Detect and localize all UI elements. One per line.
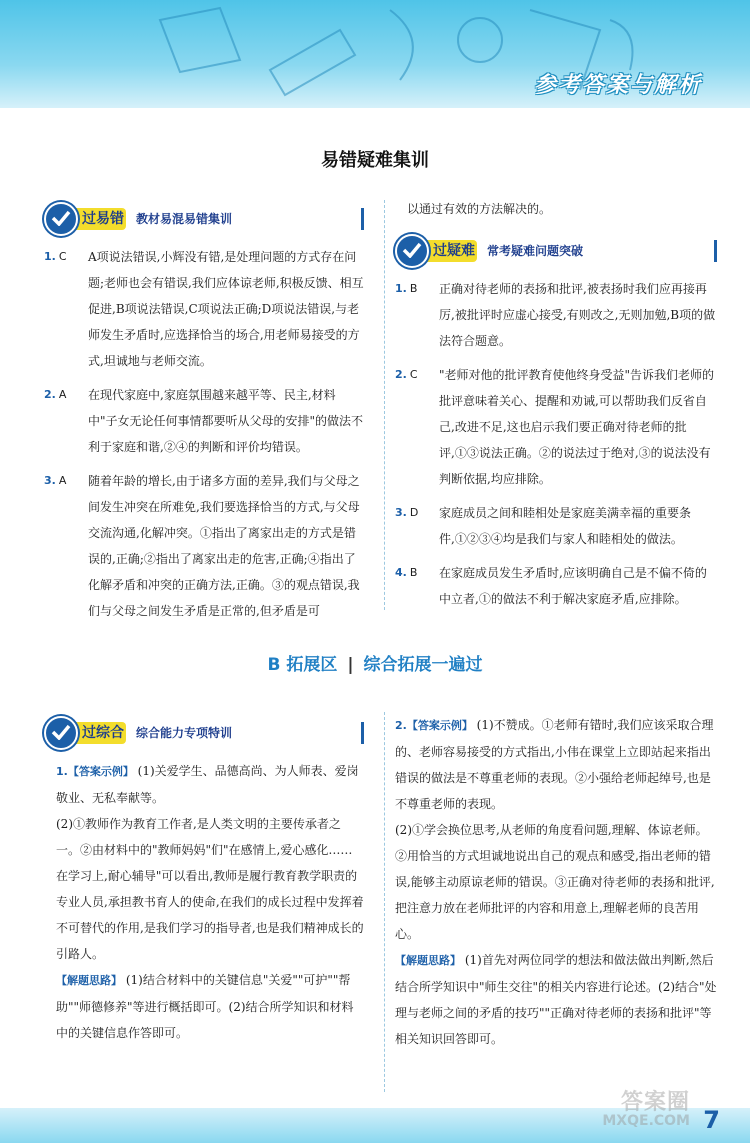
right-top-column <box>395 196 717 620</box>
banner-desc: 教材易混易错集训 <box>136 212 233 226</box>
list-item: 1. C A项说法错误,小辉没有错,是处理问题的方式存在问题;老师也会有错误,我们应体谅老师,积极反馈、相互促进,B项说法错误,C项说法正确;D项说法错误,与老师发生矛盾时,应选择恰当的场合,用老师易接受的方式,坦诚地与老师交流。 <box>44 250 364 368</box>
left-bottom-column <box>44 718 364 1054</box>
banner-guoyicuo <box>44 204 364 234</box>
banner-desc: 综合能力专项特训 <box>136 726 233 740</box>
continued-text: 以通过有效的方法解决的。 <box>407 202 552 216</box>
section-b-title: B 拓展区 | 综合拓展一遍过 <box>267 655 483 675</box>
left-top-column <box>44 204 364 632</box>
page-number: 7 <box>703 1106 720 1134</box>
banner-label: 过疑难 <box>433 243 475 259</box>
list-item: 1. B 正确对待老师的表扬和批评,被表扬时我们应再接再厉,被批评时应虚心接受,有则改之,无则加勉,B项的做法符合题意。 <box>395 282 716 348</box>
right-bottom-column <box>395 712 717 1060</box>
answer-item: 2.【答案示例】 (1)不赞成。①老师有错时,我们应该采取合理的、老师容易接受的方式指出,小伟在课堂上立即站起来指出错误的做法是不尊重老师的表现。②小强给老师起绰号,也是不尊重老师的表现。 (2)①学会换位思考,从老师的角度看问题,理解、体谅老师。②用恰当的方式坦诚地说出自己的观点和感受,指出老师的错误,能够主动原谅老师的错误。③正确对待老师的表扬和批评,把注意力放在老师批评的内容和用意上,理解老师的良苦用心。 【解题思路】 (1)首先对两位同学的想法和做法做出判断,然后结合所学知识中"师生交往"的相关内容进行论述。(2)结合"处理与老师之间的矛盾的技巧""正确对待老师的表扬和批评"等相关知识回答即可。 <box>395 718 717 1046</box>
list-item: 3. D 家庭成员之间和睦相处是家庭美满幸福的重要条件,①②③④均是我们与家人和睦相处的做法。 <box>395 506 692 546</box>
page-header <box>0 0 750 108</box>
column-divider <box>384 712 385 1092</box>
watermark-logo: 答案圈 <box>620 1090 690 1115</box>
section-title-errors: 易错疑难集训 <box>321 150 429 171</box>
list-item: 4. B 在家庭成员发生矛盾时,应该明确自己是不偏不倚的中立者,①的做法不利于解决家庭矛盾,应排除。 <box>395 566 707 606</box>
banner-label: 过综合 <box>82 725 124 741</box>
check-icon <box>395 234 429 268</box>
banner-label: 过易错 <box>82 211 124 227</box>
header-title: 参考答案与解析 <box>533 73 702 98</box>
watermark-url: MXQE.COM <box>602 1113 690 1129</box>
banner-guoyinan <box>395 236 717 266</box>
list-item: 3. A 随着年龄的增长,由于诸多方面的差异,我们与父母之间发生冲突在所难免,我们要选择恰当的方式,与父母交流沟通,化解冲突。①指出了离家出走的方式是错误的,正确;②指出了离家出走的危害,正确;④指出了化解矛盾和冲突的正确方法,正确。③的观点错误,我们与父母之间发生矛盾是正常的,但矛盾是可 <box>44 474 360 618</box>
check-icon <box>44 202 78 236</box>
banner-desc: 常考疑难问题突破 <box>487 244 584 258</box>
list-item: 2. C "老师对他的批评教育使他终身受益"告诉我们老师的批评意味着关心、提醒和劝诫,可以帮助我们反省自己,改进不足,这也启示我们要正确对待老师的批评,①③说法正确。②的说法过于绝对,③的说法没有判断依据,均应排除。 <box>395 368 715 486</box>
list-item: 2. A 在现代家庭中,家庭氛围越来越平等、民主,材料中"子女无论任何事情都要听从父母的安排"的做法不利于家庭和谐,②④的判断和评价均错误。 <box>44 388 364 454</box>
check-icon <box>44 716 78 750</box>
column-divider <box>384 200 385 610</box>
banner-guozonghe <box>44 718 364 748</box>
answer-item: 1.【答案示例】 (1)关爱学生、品德高尚、为人师表、爱岗敬业、无私奉献等。 (2)①教师作为教育工作者,是人类文明的主要传承者之一。②由材料中的"教师妈妈"们"在感情上,爱心感化……在学习上,耐心辅导"可以看出,教师是履行教育教学职责的专业人员,承担教书育人的使命,在我们的成长过程中发挥着不可替代的作用,是我们学习的指导者,也是我们精神成长的引路人。 【解题思路】 (1)结合材料中的关键信息"关爱""可护""帮助""师德修养"等进行概括即可。(2)结合所学知识和材料中的关键信息作答即可。 <box>56 764 364 1040</box>
